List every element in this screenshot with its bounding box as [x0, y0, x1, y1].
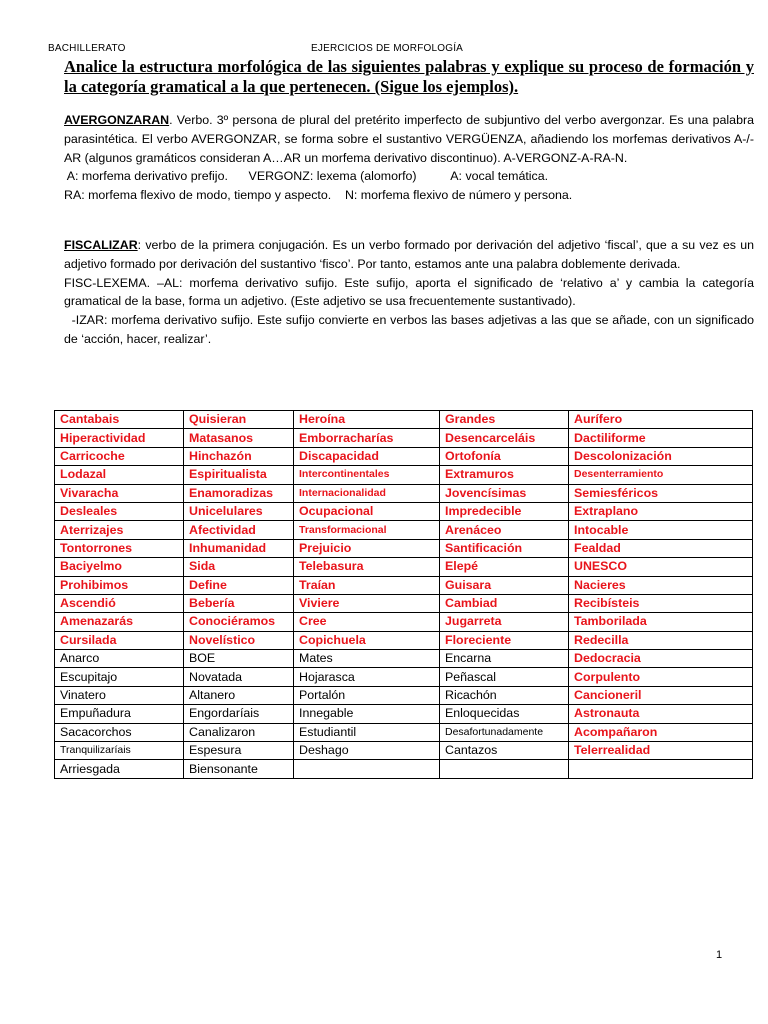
table-cell: Escupitajo [55, 668, 184, 686]
example-paragraph: -IZAR: morfema derivativo sufijo. Este sufijo convierte en verbos las bases adjetivas a las que se añade, con un significado de ‘acción, hacer, realizar’. [64, 313, 758, 346]
table-cell: Dactiliforme [569, 429, 753, 447]
table-cell: Extramuros [440, 466, 569, 484]
table-cell: Bebería [184, 594, 294, 612]
table-cell: Altanero [184, 686, 294, 704]
table-cell: Arriesgada [55, 760, 184, 778]
table-cell: Intercontinentales [294, 466, 440, 484]
table-row [55, 686, 753, 704]
table-cell: Nacieres [569, 576, 753, 594]
table-cell: Santificación [440, 539, 569, 557]
table-cell: Espiritualista [184, 466, 294, 484]
table-cell: Ocupacional [294, 502, 440, 520]
table-cell: Sacacorchos [55, 723, 184, 741]
table-cell: Lodazal [55, 466, 184, 484]
example-avergonzaran [64, 111, 754, 205]
table-cell: Enloquecidas [440, 705, 569, 723]
table-cell: Engordaríais [184, 705, 294, 723]
table-cell: Dedocracia [569, 650, 753, 668]
table-row [55, 613, 753, 631]
table-cell: Corpulento [569, 668, 753, 686]
table-cell: Novatada [184, 668, 294, 686]
table-cell: Anarco [55, 650, 184, 668]
table-cell: Telerrealidad [569, 742, 753, 760]
table-cell: Afectividad [184, 521, 294, 539]
table-cell: Grandes [440, 411, 569, 429]
table-cell: Extraplano [569, 502, 753, 520]
table-cell: Jovencísimas [440, 484, 569, 502]
table-cell: Matasanos [184, 429, 294, 447]
example-paragraph: FISC-LEXEMA. –AL: morfema derivativo sufijo. Este sufijo, aporta el significado de ‘relativo a’ y cambia la categoría gramatical de la base, forma un adjetivo. (Este adjetivo se usa frecuentemente sustantivado). [64, 275, 754, 309]
table-row [55, 742, 753, 760]
table-cell: Copichuela [294, 631, 440, 649]
table-cell: Innegable [294, 705, 440, 723]
table-cell: Cambiad [440, 594, 569, 612]
example-paragraph [64, 236, 754, 274]
table-row [55, 760, 753, 778]
table-cell: Tamborilada [569, 613, 753, 631]
table-row [55, 447, 753, 465]
example-text: : verbo de la primera conjugación. Es un verbo formado por derivación del adjetivo ‘fiscal’, que a su vez es un adjetivo formado por derivación del sustantivo ‘fisco’. Por tanto, estamos ante una palabra doblemente derivada. [64, 238, 754, 271]
table-cell: Baciyelmo [55, 558, 184, 576]
table-cell: Acompañaron [569, 723, 753, 741]
table-cell: Emborracharías [294, 429, 440, 447]
table-cell: Aterrizajes [55, 521, 184, 539]
table-cell: Mates [294, 650, 440, 668]
example-text: . Verbo. 3º persona de plural del pretérito imperfecto de subjuntivo del verbo avergonzar. Es una palabra parasintética. El verbo AVERGONZAR, se forma sobre el sustantivo VERGÜENZA, añadiendo los morfemas derivativos A-/-AR (algunos gramáticos consideran A…AR un morfema derivativo discontinuo). A-VERGONZ-A-RA-N. [64, 113, 754, 165]
example-word: FISCALIZAR [64, 238, 138, 252]
table-cell: Intocable [569, 521, 753, 539]
table-cell: Impredecible [440, 502, 569, 520]
table-cell [440, 760, 569, 778]
table-cell: Espesura [184, 742, 294, 760]
exercise-title: Analice la estructura morfológica de las siguientes palabras y explique su proceso de formación y la categoría gramatical a la que pertenecen. (Sigue los ejemplos). [64, 57, 754, 96]
table-cell: Heroína [294, 411, 440, 429]
table-cell: Redecilla [569, 631, 753, 649]
table-row [55, 576, 753, 594]
table-cell: Portalón [294, 686, 440, 704]
table-cell: Tranquilizaríais [55, 742, 184, 760]
table-cell: Ascendió [55, 594, 184, 612]
table-cell: Cree [294, 613, 440, 631]
table-cell: Prohibimos [55, 576, 184, 594]
table-cell: Guisara [440, 576, 569, 594]
table-cell: Encarna [440, 650, 569, 668]
table-cell: Hiperactividad [55, 429, 184, 447]
table-cell: UNESCO [569, 558, 753, 576]
table-row [55, 521, 753, 539]
page-number: 1 [716, 949, 723, 961]
table-cell: Semiesféricos [569, 484, 753, 502]
table-cell: Transformacional [294, 521, 440, 539]
table-cell: Ortofonía [440, 447, 569, 465]
table-cell: Canalizaron [184, 723, 294, 741]
table-row [55, 705, 753, 723]
table-cell [294, 760, 440, 778]
table-cell: Quisieran [184, 411, 294, 429]
table-cell: Cantabais [55, 411, 184, 429]
table-cell: Desafortunadamente [440, 723, 569, 741]
table-row [55, 650, 753, 668]
word-table [54, 410, 753, 779]
table-cell: Traían [294, 576, 440, 594]
header-subject: EJERCICIOS DE MORFOLOGÍA [311, 43, 464, 54]
table-cell: Estudiantil [294, 723, 440, 741]
table-cell: Internacionalidad [294, 484, 440, 502]
table-cell: Carricoche [55, 447, 184, 465]
table-cell: Define [184, 576, 294, 594]
table-row [55, 466, 753, 484]
table-row [55, 558, 753, 576]
table-row [55, 668, 753, 686]
table-cell: Inhumanidad [184, 539, 294, 557]
table-cell: Hojarasca [294, 668, 440, 686]
table-cell: Discapacidad [294, 447, 440, 465]
table-cell: Novelístico [184, 631, 294, 649]
table-cell: Ricachón [440, 686, 569, 704]
table-cell: Descolonización [569, 447, 753, 465]
table-cell: BOE [184, 650, 294, 668]
table-cell: Deshago [294, 742, 440, 760]
table-cell: Enamoradizas [184, 484, 294, 502]
table-cell: Unicelulares [184, 502, 294, 520]
table-cell: Sida [184, 558, 294, 576]
table-cell: Biensonante [184, 760, 294, 778]
table-cell: Fealdad [569, 539, 753, 557]
table-row [55, 484, 753, 502]
table-cell: Empuñadura [55, 705, 184, 723]
table-cell: Amenazarás [55, 613, 184, 631]
table-row [55, 539, 753, 557]
table-cell: Desleales [55, 502, 184, 520]
header-course: BACHILLERATO [48, 43, 126, 54]
table-row [55, 723, 753, 741]
table-cell: Hinchazón [184, 447, 294, 465]
table-cell: Telebasura [294, 558, 440, 576]
table-row [55, 502, 753, 520]
table-row [55, 631, 753, 649]
table-cell: Aurífero [569, 411, 753, 429]
table-cell: Peñascal [440, 668, 569, 686]
table-cell: Elepé [440, 558, 569, 576]
table-cell: Jugarreta [440, 613, 569, 631]
table-cell: Prejuicio [294, 539, 440, 557]
example-fiscalizar [64, 236, 758, 349]
table-row [55, 429, 753, 447]
table-cell: Conociéramos [184, 613, 294, 631]
table-cell: Floreciente [440, 631, 569, 649]
example-word: AVERGONZARAN [64, 113, 170, 127]
table-cell: Vivaracha [55, 484, 184, 502]
table-cell: Cancioneril [569, 686, 753, 704]
table-cell: Desenterramiento [569, 466, 753, 484]
table-cell: Recibísteis [569, 594, 753, 612]
table-cell [569, 760, 753, 778]
table-row [55, 594, 753, 612]
table-cell: Astronauta [569, 705, 753, 723]
example-line: A: morfema derivativo prefijo. VERGONZ: lexema (alomorfo) A: vocal temática. [64, 169, 549, 184]
table-cell: Vinatero [55, 686, 184, 704]
example-line: RA: morfema flexivo de modo, tiempo y aspecto. N: morfema flexivo de número y persona. [64, 188, 573, 203]
table-cell: Arenáceo [440, 521, 569, 539]
table-row [55, 411, 753, 429]
table-cell: Tontorrones [55, 539, 184, 557]
table-cell: Cursilada [55, 631, 184, 649]
table-cell: Cantazos [440, 742, 569, 760]
table-cell: Desencarceláis [440, 429, 569, 447]
table-cell: Viviere [294, 594, 440, 612]
example-paragraph [64, 111, 754, 167]
